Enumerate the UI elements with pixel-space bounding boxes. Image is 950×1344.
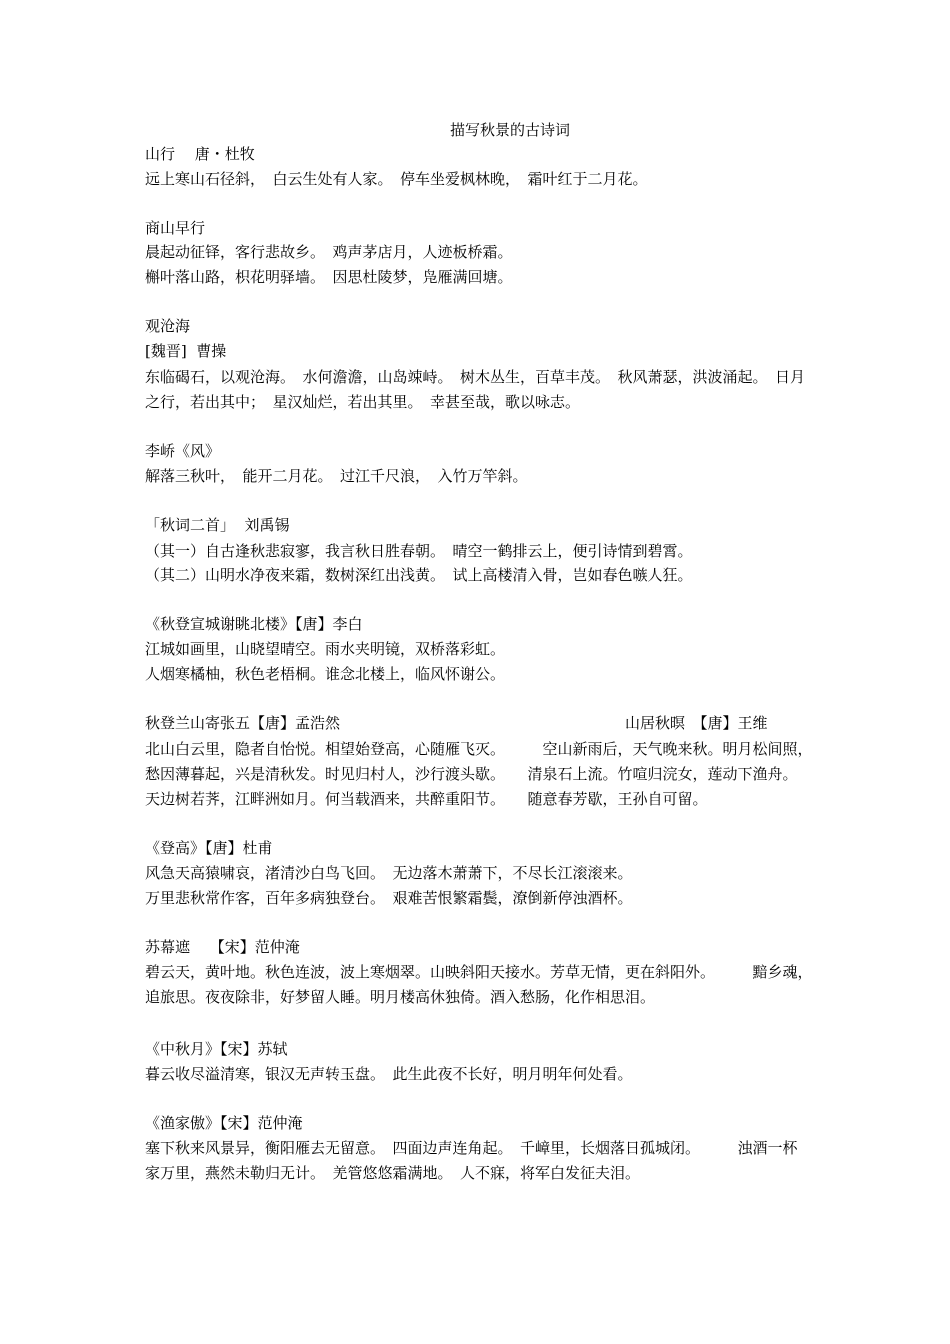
- poem-line: 槲叶落山路，枳花明驿墙。 因思杜陵梦，凫雁满回塘。: [145, 268, 513, 286]
- poem-line: 塞下秋来风景异，衡阳雁去无留意。 四面边声连角起。 千嶂里，长烟落日孤城闭。 浊酒一杯: [145, 1139, 798, 1157]
- poem-line: 碧云天，黄叶地。秋色连波，波上寒烟翠。山映斜阳天接水。芳草无情，更在斜阳外。 黯乡魂，: [145, 963, 813, 981]
- poem-line: 解落三秋叶， 能开二月花。 过江千尺浪， 入竹万竿斜。: [145, 467, 528, 485]
- poem-author: [魏晋] 曹操: [145, 342, 227, 360]
- poem-title-feng: 李峤《风》: [145, 442, 221, 460]
- poem-line: 江城如画里，山晓望晴空。雨水夹明镜，双桥落彩虹。: [145, 640, 506, 658]
- poem-title-denggao: 《登高》【唐】杜甫: [145, 839, 273, 857]
- poem-line: 万里悲秋常作客，百年多病独登台。 艰难苦恨繁霜鬓，潦倒新停浊酒杯。: [145, 889, 633, 907]
- poem-line: 追旅思。夜夜除非，好梦留人睡。明月楼高休独倚。酒入愁肠，化作相思泪。: [145, 988, 656, 1006]
- poem-title-zhongqiuyue: 《中秋月》【宋】苏轼: [145, 1040, 288, 1058]
- poem-line: 东临碣石，以观沧海。 水何澹澹，山岛竦峙。 树木丛生，百草丰茂。 秋风萧瑟，洪波涌起。 日月: [145, 368, 806, 386]
- poem-line: 家万里，燕然未勒归无计。 羌管悠悠霜满地。 人不寐，将军白发征夫泪。: [145, 1164, 641, 1182]
- poem-title-xuancheng: 《秋登宣城谢眺北楼》【唐】李白: [145, 615, 363, 633]
- poem-title-sumuzhe: 苏幕遮 【宋】范仲淹: [145, 938, 300, 956]
- poem-title-lanshan: 秋登兰山寄张五【唐】孟浩然: [145, 714, 341, 732]
- poem-line: 远上寒山石径斜， 白云生处有人家。 停车坐爱枫林晚， 霜叶红于二月花。: [145, 170, 648, 188]
- poem-title-guancanghai: 观沧海: [145, 317, 191, 335]
- poem-line: 北山白云里，隐者自怡悦。相望始登高，心随雁飞灭。 空山新雨后，天气晚来秋。明月松间照，: [145, 740, 813, 758]
- poem-title-yujiaao: 《渔家傲》【宋】范仲淹: [145, 1114, 303, 1132]
- poem-line: 天边树若荠，江畔洲如月。何当载酒来，共醉重阳节。 随意春芳歇，王孙自可留。: [145, 790, 708, 808]
- poem-title-qiuci: 「秋词二首」 刘禹锡: [145, 516, 290, 534]
- poem-title-shangshan: 商山早行: [145, 219, 206, 237]
- poem-line: 风急天高猿啸哀，渚清沙白鸟飞回。 无边落木萧萧下，不尽长江滚滚来。: [145, 864, 633, 882]
- document-title: 描写秋景的古诗词: [449, 121, 570, 139]
- poem-title-shanju: 山居秋暝 【唐】王维: [625, 714, 768, 732]
- poem-line: 人烟寒橘柚，秋色老梧桐。谁念北楼上，临风怀谢公。: [145, 665, 506, 683]
- poem-line: 愁因薄暮起，兴是清秋发。时见归村人，沙行渡头歇。 清泉石上流。竹喧归浣女，莲动下渔舟。: [145, 765, 798, 783]
- poem-line: （其一）自古逢秋悲寂寥，我言秋日胜春朝。 晴空一鹤排云上，便引诗情到碧霄。: [145, 542, 693, 560]
- poem-line: 暮云收尽溢清寒，银汉无声转玉盘。 此生此夜不长好，明月明年何处看。: [145, 1065, 633, 1083]
- poem-line: （其二）山明水净夜来霜，数树深红出浅黄。 试上高楼清入骨，岂如春色嗾人狂。: [145, 566, 693, 584]
- poem-line: 晨起动征铎，客行悲故乡。 鸡声茅店月，人迹板桥霜。: [145, 243, 513, 261]
- poem-line: 之行，若出其中； 星汉灿烂，若出其里。 幸甚至哉，歌以咏志。: [145, 393, 581, 411]
- poem-title-shanxing: 山行 唐・杜牧: [145, 145, 255, 163]
